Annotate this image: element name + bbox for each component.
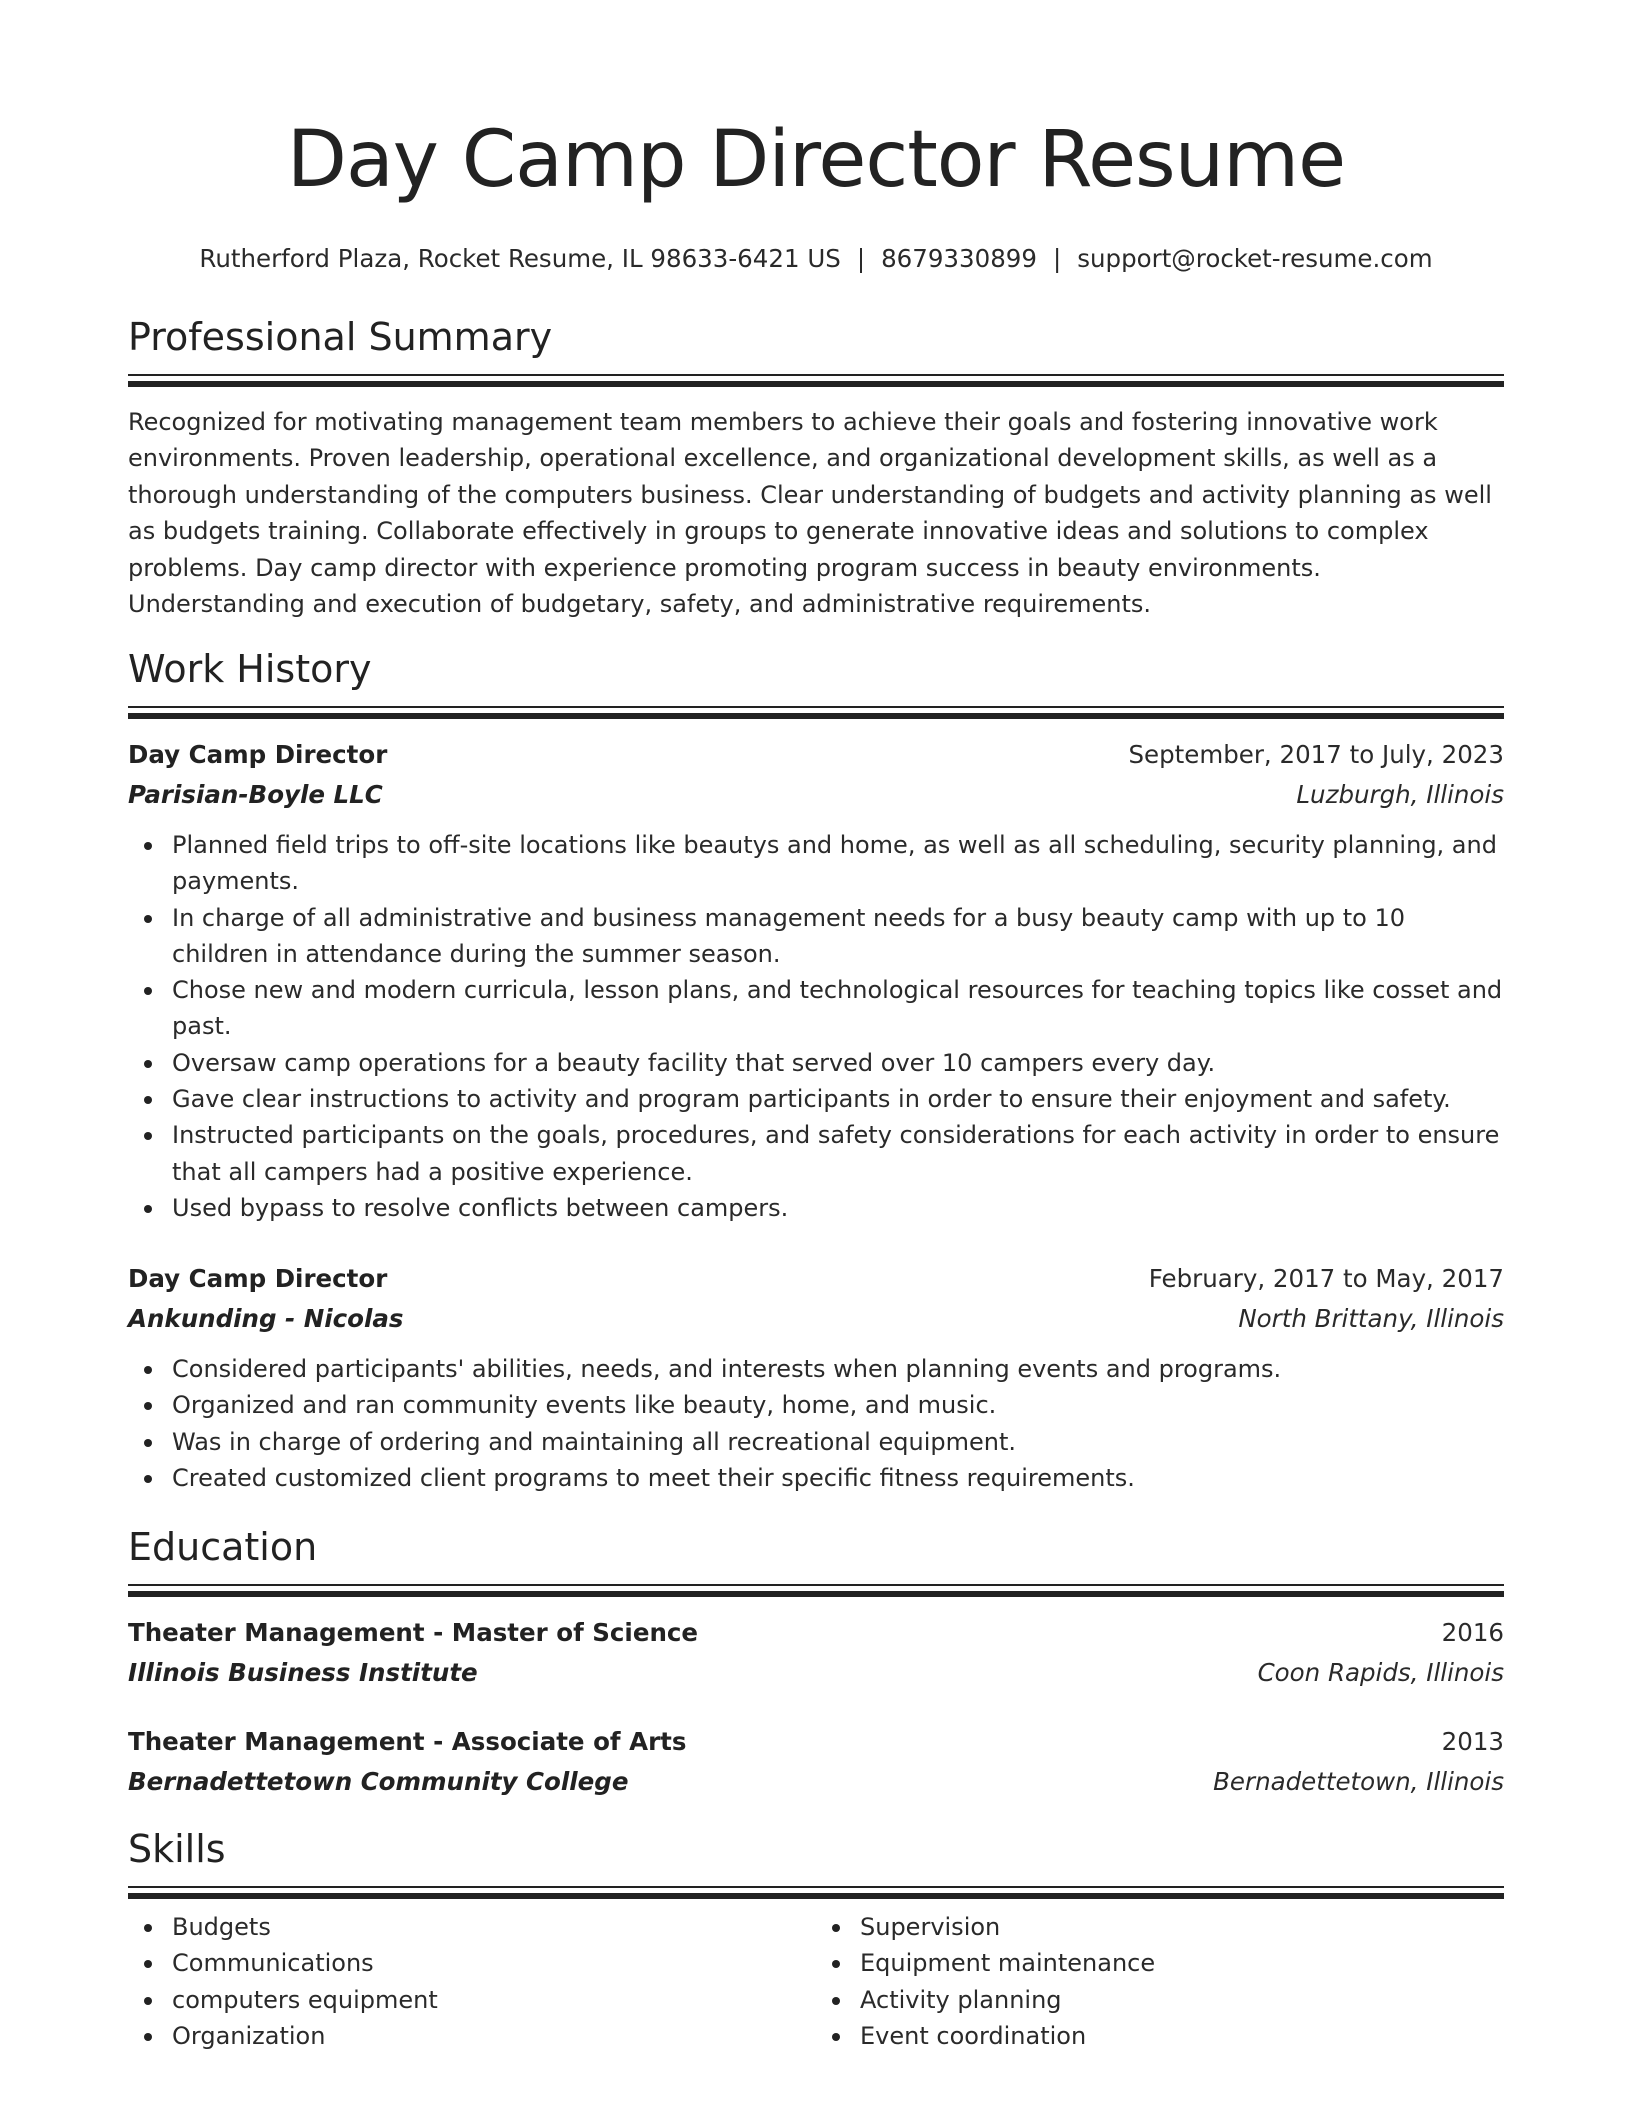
education-year: 2013 [1441,1727,1504,1756]
job-company: Parisian-Boyle LLC [128,779,383,809]
section-divider [128,1584,1504,1597]
skill-item: Communications [172,1945,816,1981]
section-heading-summary: Professional Summary [128,315,553,359]
skill-item: Organization [172,2018,816,2054]
education-degree: Theater Management - Associate of Arts [128,1727,687,1756]
section-divider [128,374,1504,387]
list-item: Gave clear instructions to activity and program participants in order to ensure their enjoyment and safety. [172,1081,1504,1117]
section-divider [128,706,1504,719]
job-bullets [128,1351,1504,1496]
list-item: Used bypass to resolve conflicts between campers. [172,1190,1504,1226]
list-item: Instructed participants on the goals, procedures, and safety considerations for each activity in order to ensure that all campers had a positive experience. [172,1117,1504,1190]
contact-separator: | [856,244,866,273]
section-divider [128,1886,1504,1899]
education-entry [128,1727,1504,1796]
contact-phone[interactable]: 8679330899 [881,244,1037,273]
job-company: Ankunding - Nicolas [128,1303,404,1333]
education-school: Illinois Business Institute [128,1657,478,1687]
skills-list-right [816,1909,1504,2054]
education-section [128,1525,1504,1796]
list-item: Was in charge of ordering and maintaining all recreational equipment. [172,1424,1504,1460]
list-item: Created customized client programs to meet their specific fitness requirements. [172,1460,1504,1496]
job-title: Day Camp Director [128,740,388,769]
education-location: Coon Rapids, Illinois [1257,1657,1504,1687]
contact-address: Rutherford Plaza, Rocket Resume, IL 98633-6421 US [199,244,841,273]
list-item: Organized and ran community events like beauty, home, and music. [172,1387,1504,1423]
job-location: Luzburgh, Illinois [1296,779,1504,809]
section-heading-work-history: Work History [128,647,372,691]
resume-title: Day Camp Director Resume [286,115,1346,205]
section-heading-skills: Skills [128,1827,226,1871]
list-item: Oversaw camp operations for a beauty facility that served over 10 campers every day. [172,1045,1504,1081]
skill-item: Budgets [172,1909,816,1945]
job-dates: September, 2017 to July, 2023 [1128,740,1504,769]
skill-item: Event coordination [860,2018,1504,2054]
skill-item: Activity planning [860,1982,1504,2018]
section-heading-education: Education [128,1525,318,1569]
job-location: North Brittany, Illinois [1238,1303,1504,1333]
education-year: 2016 [1441,1618,1504,1647]
skills-list-left [128,1909,816,2054]
summary-text: Recognized for motivating management team members to achieve their goals and fostering innovative work environments. Proven leadership, operational excellence, and organizational development skills, as well as a thorough understanding of the computers business. Clear understanding of budgets and activity planning as well as budgets training. Collaborate effectively in groups to generate innovative ideas and solutions to complex problems. Day camp director with experience promoting program success in beauty environments. Understanding and execution of budgetary, safety, and administrative requirements. [128,408,1492,619]
education-location: Bernadettetown, Illinois [1213,1766,1504,1796]
work-history-section [128,647,1504,1492]
skills-section [128,1827,1504,2050]
skill-item: Equipment maintenance [860,1945,1504,1981]
contact-separator: | [1052,244,1062,273]
education-degree: Theater Management - Master of Science [128,1618,699,1647]
list-item: In charge of all administrative and business management needs for a busy beauty camp with up to 10 children in attendance during the summer season. [172,900,1504,973]
skill-item: Supervision [860,1909,1504,1945]
job-title: Day Camp Director [128,1264,388,1293]
summary-section [128,315,1504,619]
job-entry [128,1264,1504,1496]
job-bullets [128,827,1504,1226]
list-item: Chose new and modern curricula, lesson plans, and technological resources for teaching topics like cosset and past. [172,972,1504,1045]
list-item: Considered participants' abilities, needs, and interests when planning events and programs. [172,1351,1504,1387]
contact-line [128,244,1504,273]
job-entry [128,740,1504,1226]
contact-email[interactable]: support@rocket-resume.com [1077,244,1433,273]
education-entry [128,1618,1504,1687]
skill-item: computers equipment [172,1982,816,2018]
resume-page [128,0,1504,2050]
skills-columns [128,1909,1504,2054]
education-school: Bernadettetown Community College [128,1766,629,1796]
job-dates: February, 2017 to May, 2017 [1148,1264,1504,1293]
list-item: Planned field trips to off-site locations like beautys and home, as well as all scheduling, security planning, and payments. [172,827,1504,900]
